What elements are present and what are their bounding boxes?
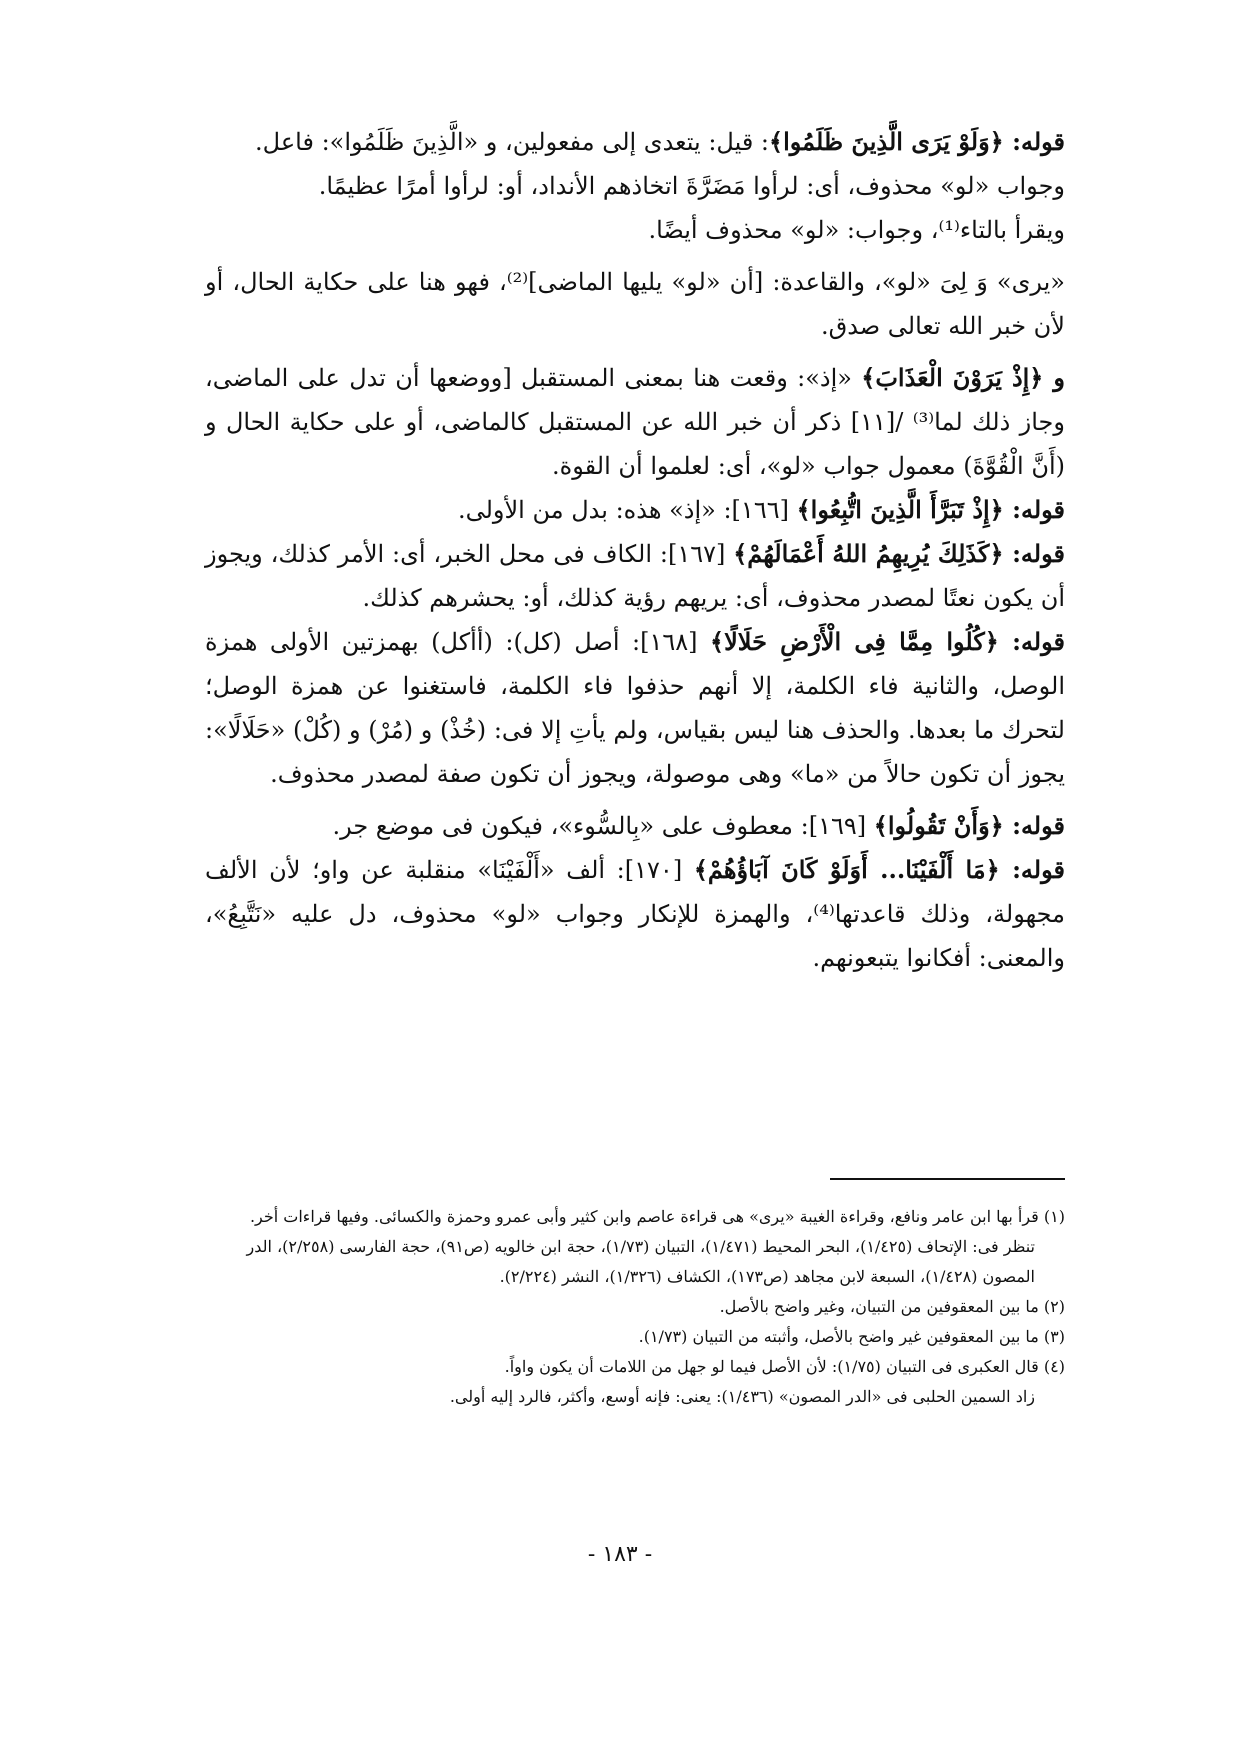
paragraph-text: [١٦٦]: «إذ» هذه: بدل من الأولى. bbox=[457, 496, 797, 524]
main-text bbox=[205, 120, 1065, 980]
paragraph-text: «إذ»: وقعت هنا بمعنى المستقبل [ووضعها أن تدل على الماضى، وجاز ذلك لما⁽³⁾ /[١١] ذكر أن خبر الله عن المستقبل كالماضى، أو على حكاية الحال و (أَنَّ الْقُوَّةَ) معمول جواب «لو»، أى: لعلموا أن القوة. bbox=[205, 364, 1065, 480]
footnote-4: (٤) قال العكبرى فى التبيان (١/٧٥): لأن الأصل فيما لو جهل من اللامات أن يكون واواً. bbox=[504, 1357, 1065, 1376]
footnotes bbox=[205, 1202, 1065, 1412]
footnote-2: (٢) ما بين المعقوفين من التبيان، وغير واضح بالأصل. bbox=[719, 1297, 1065, 1316]
paragraph-text: [١٦٧]: الكاف فى محل الخبر، أى: الأمر كذلك، ويجوز أن يكون نعتًا لمصدر محذوف، أى: يريهم رؤية كذلك، أو: يحشرهم كذلك. bbox=[205, 540, 1065, 612]
paragraph-2 bbox=[205, 164, 1065, 208]
paragraph-7 bbox=[205, 532, 1065, 620]
verse-quote: قوله: ﴿كَذَلِكَ يُرِيهِمُ اللهُ أَعْمَالَهُمْ﴾ bbox=[733, 539, 1065, 568]
page bbox=[205, 120, 1065, 1680]
paragraph-4 bbox=[205, 260, 1065, 348]
verse-quote: قوله: ﴿كُلُوا مِمَّا فِى الْأَرْضِ حَلَالًا﴾ bbox=[710, 627, 1065, 656]
paragraph-text: : قيل: يتعدى إلى مفعولين، و «الَّذِينَ ظَلَمُوا»: فاعل. bbox=[255, 128, 770, 156]
page-number: - ١٨٣ - bbox=[587, 1542, 653, 1567]
verse-quote: و ﴿إِذْ يَرَوْنَ الْعَذَابَ﴾ bbox=[861, 363, 1065, 392]
paragraph-text: [١٦٨]: أصل (كل): (أأكل) بهمزتين الأولى همزة الوصل، والثانية فاء الكلمة، إلا أنهم حذفوا فاء الكلمة، فاستغنوا عن همزة الوصل؛ لتحرك ما بعدها. والحذف هنا ليس بقياس، ولم يأتِ إلا فى: (خُذْ) و (مُرْ) و (كُلْ) «حَلَالًا»: يجوز أن تكون حالاً من «ما» وهى موصولة، ويجوز أن تكون صفة لمصدر محذوف. bbox=[205, 628, 1065, 788]
paragraph-9 bbox=[205, 804, 1065, 848]
paragraph-text: ويقرأ بالتاء⁽¹⁾، وجواب: «لو» محذوف أيضًا. bbox=[648, 216, 1065, 244]
paragraph-text: [١٦٩]: معطوف على «بِالسُّوء»، فيكون فى موضع جر. bbox=[332, 812, 874, 840]
verse-quote: قوله: ﴿إِذْ تَبَرَّأَ الَّذِينَ اتُّبِعُوا﴾ bbox=[796, 495, 1065, 524]
paragraph-8 bbox=[205, 620, 1065, 796]
paragraph-10 bbox=[205, 848, 1065, 980]
footnote-1-continued: تنظر فى: الإتحاف (١/٤٢٥)، البحر المحيط (١/٤٧١)، التبيان (١/٧٣)، حجة ابن خالويه (ص٩١)، حجة الفارسى (٢/٢٥٨)، الدر المصون (١/٤٢٨)، السبعة لابن مجاهد (ص١٧٣)، الكشاف (١/٣٢٦)، النشر (٢/٢٢٤). bbox=[246, 1237, 1035, 1286]
footnote-1: (١) قرأ بها ابن عامر ونافع، وقراءة الغيبة «يرى» هى قراءة عاصم وابن كثير وأبى عمرو وحمزة والكسائى. وفيها قراءات أخر. bbox=[249, 1207, 1065, 1226]
verse-quote: قوله: ﴿وَلَوْ يَرَى الَّذِينَ ظَلَمُوا﴾ bbox=[769, 127, 1065, 156]
footnote-divider bbox=[830, 1178, 1065, 1180]
paragraph-5 bbox=[205, 356, 1065, 488]
verse-quote: قوله: ﴿وَأَنْ تَقُولُوا﴾ bbox=[873, 811, 1065, 840]
paragraph-text: «يرى» وَ لِىَ «لو»، والقاعدة: [أن «لو» يليها الماضى]⁽²⁾، فهو هنا على حكاية الحال، أو لأن خبر الله تعالى صدق. bbox=[205, 268, 1065, 340]
paragraph-3 bbox=[205, 208, 1065, 252]
paragraph-text: [١٧٠]: ألف «أَلْفَيْنَا» منقلبة عن واو؛ لأن الألف مجهولة، وذلك قاعدتها⁽⁴⁾، والهمزة للإنكار وجواب «لو» محذوف، دل عليه «نَتَّبِعُ»، والمعنى: أفكانوا يتبعونهم. bbox=[205, 856, 1066, 972]
footnote-4-continued: زاد السمين الحلبى فى «الدر المصون» (١/٤٣٦): يعنى: فإنه أوسع، وأكثر، فالرد إليه أولى. bbox=[449, 1387, 1035, 1406]
paragraph-text: وجواب «لو» محذوف، أى: لرأوا مَضَرَّةَ اتخاذهم الأنداد، أو: لرأوا أمرًا عظيمًا. bbox=[318, 172, 1065, 200]
paragraph-1 bbox=[205, 120, 1065, 164]
footnote-3: (٣) ما بين المعقوفين غير واضح بالأصل، وأثبته من التبيان (١/٧٣). bbox=[638, 1327, 1065, 1346]
verse-quote: قوله: ﴿مَا أَلْفَيْنَا... أَوَلَوْ كَانَ آبَاؤُهُمْ﴾ bbox=[693, 855, 1065, 884]
paragraph-6 bbox=[205, 488, 1065, 532]
